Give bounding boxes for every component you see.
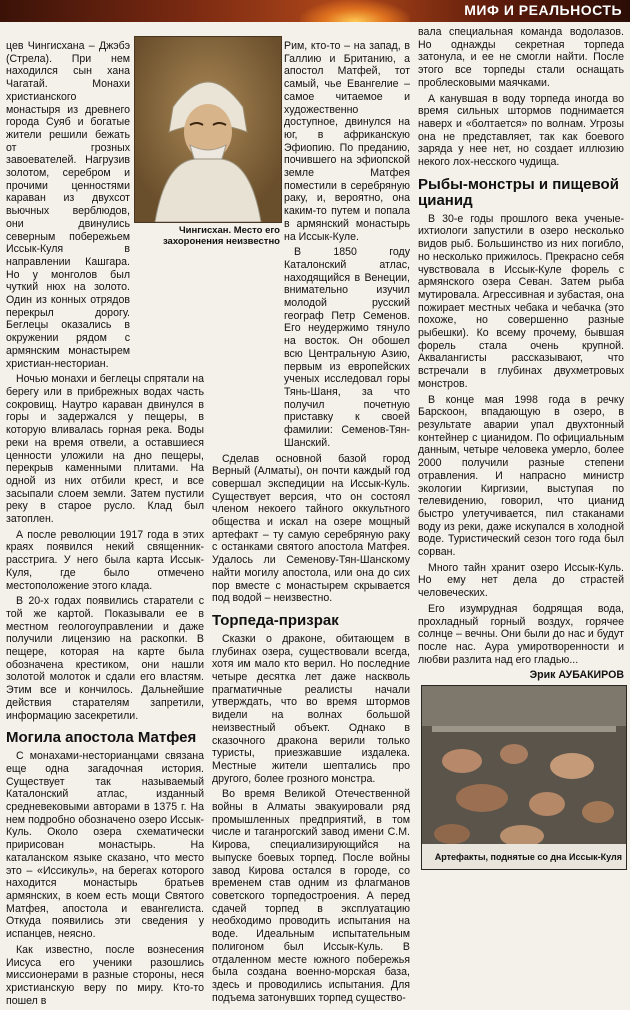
header-decoration bbox=[300, 0, 410, 22]
paragraph: вала специальная команда водолазов. Но однажды секретная торпеда затонула, и ее не смогли найти. После этого все торпеды стали оснащать проблесковыми маячками. bbox=[418, 26, 624, 89]
subheading: Торпеда-призрак bbox=[212, 611, 339, 629]
paragraph: В 1850 году Каталонский атлас, находящийся в Венеции, внимательно изучил молодой русский географ Петр Семенов. Его неудержимо тянуло на восток. Он обошел всю Центральную Азию, первым из европейских ученых исследовал горы Тянь-Шаня, за что получил почетную приставку к своей фамилии: Семенов-Тян-Шанский. bbox=[284, 246, 410, 449]
paragraph: В 30-е годы прошлого века ученые-ихтиологи запустили в озеро несколько видов рыб. Большинство из них погибло, но несколько прижилось. Прекрасно себя чувствовала в Иссык-Куле форель с армянского озера Севан. Затем рыба мутировала. Агрессивная и зубастая, она пожирает местных чебака и чебачка (это похоже, но совершенно разные рыбешки). Ко всему прочему, бывшая форель стала очень крупной. Аквалангисты рассказывают, что встречали в глубинах двухметровых монстров. bbox=[418, 212, 624, 390]
paragraph: Сказки о драконе, обитающем в глубинах озера, существовали всегда, хотя им мало кто верил. Но последние четыре десятка лет даже наскволь прагматичные реалисты начали утверждать, что во время штормов видели на волнах большой неизвестный объект. Однако в сказочного дракона верили только туристы, приезжавшие издалека. Местные жители шептались про другого, более грозного монстра. bbox=[212, 632, 410, 785]
paragraph: Рим, кто-то – на запад, в Галлию и Британию, а апостол Матфей, тот самый, чье Евангелие – самое читаемое и художественно доступное, двинулся на юг, в африканскую Эфиопию. По преданию, почившего на эфиопской земле Матфея поместили в серебряную раку, и, вероятно, она каким-то путем и попала в армянский монастырь на Иссык-Куле. bbox=[284, 40, 410, 243]
article-column-3 bbox=[418, 26, 624, 685]
paragraph: цев Чингисхана – Джэбэ (Стрела). При нем находился сын хана Чагатай. Монахи христианского монастыря из древнего города Суяб и богатые жители решили бежать от грозных завоевателей. Нагрузив золотом, серебром и прочими ценностями караван из двухсот вьючных верблюдов, они двинулись северным побережьем Иссык-Куля в направлении Кашгара. Но у монголов был чуткий нюх на золото. Один из конных отрядов перекрыл дорогу. Беглецы оказались в окружении рядом с армянским монастырем христиан-несториан. bbox=[6, 40, 130, 370]
article-column-2 bbox=[212, 40, 410, 1007]
author-signature: Эрик АУБАКИРОВ bbox=[529, 669, 624, 682]
paragraph: С монахами-несторианцами связана еще одна загадочная история. Существует так называемый Каталонский атлас, изданный средневековыми авторами в 1375 г. На нем подробно обозначено озеро Иссык-Куль. Около озера схематически пририсован монастырь. На каталанском языке сказано, что место это – «Иссикуль», на берегах которого находится монастырь братьев армянских, в коем есть мощи Святого Матфея, апостола и евангелиста. Откуда появились эти сведения у испанцев, неясно. bbox=[6, 750, 204, 941]
subheading: Рыбы-монстры и пищевой цианид bbox=[418, 175, 619, 209]
paragraph: В 20-х годах появились старатели с той же картой. Показывали ее в местном геологоуправлении и даже получили лицензию на раскопки. В пещере, которая на карте была обозначена крестиком, они нашли золотой молоток и сдали его властям. Этим все и кончилось. Дальнейшие действия старателям запретили, информацию засекретили. bbox=[6, 595, 204, 722]
paragraph: Как известно, после вознесения Иисуса его ученики разошлись миссионерами в разные стороны, неся христианскую веру по миру. Кто-то пошел в bbox=[6, 943, 204, 1007]
paragraph: В конце мая 1998 года в речку Барскоон, впадающую в озеро, в результате аварии упал двухтонный контейнер с цианидом. По официальным данным, четыре человека умерло, более 2000 получили разные степени отравления. И напрасно министр экологии Киргизии, выступая по телевидению, говорил, что цианид быстро улетучивается, пил стаканами воду из реки, даже искупался в холодной воде. Туристический сезон того года был сорван. bbox=[418, 393, 624, 559]
paragraph: Во время Великой Отечественной войны в Алматы эвакуировали ряд промышленных предприятий, в том числе и таганрогский завод имени С.М. Кирова, специализирующийся на выпуске боевых торпед. После войны завод Кирова остался в городе, со временем став одним из флагманов советского торпедостроения. А перед сдачей торпед в эксплуатацию необходимо проводить испытания на воде. Идеальным испытательным полигоном был Иссык-Куль. В отдаленном месте южного побережья была создана военно-морская база, здесь и проводились испытания. Для подъема затонувших торпед существо- bbox=[212, 788, 410, 1004]
artifacts-image bbox=[422, 686, 626, 869]
paragraph: Много тайн хранит озеро Иссык-Куль. Но ему нет дела до страстей человеческих. bbox=[418, 561, 624, 600]
paragraph: Ночью монахи и беглецы спрятали на берегу или в прибрежных водах часть сокровищ. Наутро караван двинулся в горы и задержался у пещеры, в которую вливалась горная река. Воды реки на время отвели, а оставшиеся ценности уложили на дно пещеры, перекрыв каменными плитами. На одной из них отбили крест, и все засыпали слоем земли. Затем пустили реку в старое русло. Клад был затоплен. bbox=[6, 373, 204, 526]
paragraph: Сделав основной базой город Верный (Алматы), он почти каждый год совершал экспедиции на Иссык-Куль. Существует версия, что он состоял членом некоего тайного оккультного общества и искал на озере мощный артефакт – ту самую серебряную раку с останками святого апостола Матфея. Удалось ли Семенову-Тян-Шанскому найти могилу апостола, или она до сих пор вместе с монастырем скрывается под водой – неизвестно. bbox=[212, 452, 410, 605]
section-header bbox=[0, 0, 630, 22]
section-title: МИФ И РЕАЛЬНОСТЬ bbox=[464, 2, 622, 18]
artifacts-photo bbox=[421, 685, 627, 870]
artifacts-caption: Артефакты, поднятые со дна Иссык-Куля bbox=[434, 852, 622, 862]
portrait-caption: Чингисхан. Место его захоронения неизвестно bbox=[162, 225, 280, 247]
paragraph: А после революции 1917 года в этих краях появился некий священник-расстрига. У него была карта Иссык-Куля, где было отмечено местоположение этого клада. bbox=[6, 528, 204, 592]
paragraph: А канувшая в воду торпеда иногда во время сильных штормов поднимается наверх и «болтается» по волнам. Угрозы она не представляет, так как боевого заряда у нее нет, но создает иллюзию некого лох-несского чудища. bbox=[418, 92, 624, 169]
subheading: Могила апостола Матфея bbox=[6, 729, 197, 747]
paragraph: Его изумрудная бодрящая вода, прохладный горный воздух, горячее солнце – вечны. Они были до нас и будут после нас. Аура умиротворенности и любви разлита над его гладью... bbox=[418, 602, 624, 666]
